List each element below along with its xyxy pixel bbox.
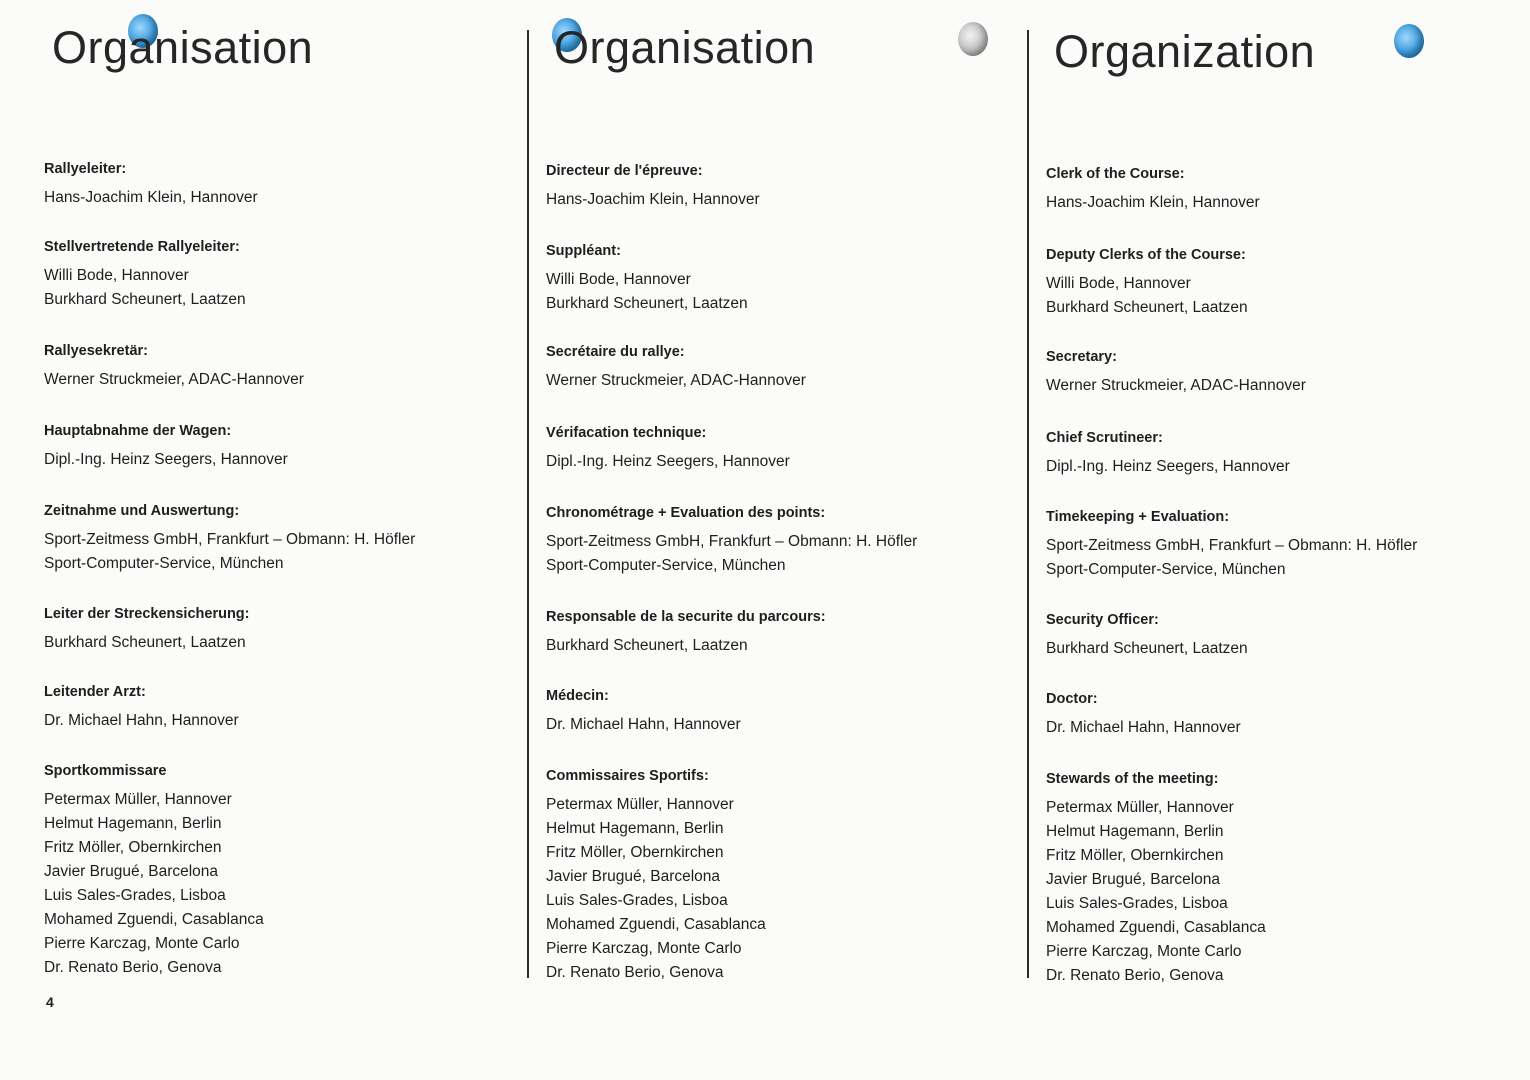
- person-line: Werner Struckmeier, ADAC-Hannover: [44, 371, 304, 388]
- section-label: Directeur de l'épreuve:: [546, 163, 703, 179]
- section-deputy: [546, 240, 1016, 316]
- column-german: [44, 0, 514, 1000]
- person-line: Sport-Computer-Service, München: [44, 555, 284, 572]
- section-label: Sportkommissare: [44, 763, 167, 779]
- section-label: Chronométrage + Evaluation des points:: [546, 505, 826, 521]
- person-line: Dr. Michael Hahn, Hannover: [1046, 719, 1241, 736]
- section-label: Secrétaire du rallye:: [546, 344, 685, 360]
- person-line: Javier Brugué, Barcelona: [546, 868, 721, 885]
- section-label: Security Officer:: [1046, 612, 1159, 628]
- person-line: Dr. Renato Berio, Genova: [1046, 967, 1224, 984]
- person-line: Werner Struckmeier, ADAC-Hannover: [1046, 377, 1306, 394]
- section-label: Leiter der Streckensicherung:: [44, 606, 250, 622]
- person-line: Dipl.-Ing. Heinz Seegers, Hannover: [44, 451, 288, 468]
- person-line: Sport-Zeitmess GmbH, Frankfurt – Obmann: H. Höfler: [1046, 537, 1418, 554]
- person-line: Dr. Renato Berio, Genova: [546, 964, 724, 981]
- section-scrutineer: [1046, 427, 1516, 479]
- person-line: Hans-Joachim Klein, Hannover: [546, 191, 760, 208]
- section-deputy: [1046, 244, 1516, 320]
- person-line: Mohamed Zguendi, Casablanca: [1046, 919, 1266, 936]
- person-line: Petermax Müller, Hannover: [1046, 799, 1234, 816]
- section-label: Rallyeleiter:: [44, 161, 127, 177]
- section-security: [546, 606, 1016, 658]
- section-label: Stewards of the meeting:: [1046, 771, 1219, 787]
- person-line: Pierre Karczag, Monte Carlo: [546, 940, 742, 957]
- person-line: Pierre Karczag, Monte Carlo: [44, 935, 240, 952]
- page-title: Organisation: [52, 22, 314, 73]
- person-line: Burkhard Scheunert, Laatzen: [44, 291, 246, 308]
- person-line: Javier Brugué, Barcelona: [1046, 871, 1221, 888]
- person-line: Fritz Möller, Obernkirchen: [546, 844, 724, 861]
- section-scrutineer: [44, 420, 514, 472]
- person-line: Sport-Zeitmess GmbH, Frankfurt – Obmann: H. Höfler: [546, 533, 918, 550]
- person-line: Helmut Hagemann, Berlin: [44, 815, 222, 832]
- section-timekeeping: [44, 500, 514, 576]
- section-deputy: [44, 236, 514, 312]
- person-line: Petermax Müller, Hannover: [546, 796, 734, 813]
- person-line: Javier Brugué, Barcelona: [44, 863, 219, 880]
- section-label: Vérifacation technique:: [546, 425, 707, 441]
- person-line: Hans-Joachim Klein, Hannover: [44, 189, 258, 206]
- section-stewards: [1046, 768, 1516, 988]
- page-title: Organisation: [554, 22, 816, 73]
- section-label: Rallyesekretär:: [44, 343, 148, 359]
- person-line: Burkhard Scheunert, Laatzen: [1046, 640, 1248, 657]
- section-label: Stellvertretende Rallyeleiter:: [44, 239, 240, 255]
- section-label: Clerk of the Course:: [1046, 166, 1185, 182]
- person-line: Dipl.-Ing. Heinz Seegers, Hannover: [546, 453, 790, 470]
- person-line: Mohamed Zguendi, Casablanca: [44, 911, 264, 928]
- section-doctor: [546, 685, 1016, 737]
- person-line: Dr. Renato Berio, Genova: [44, 959, 222, 976]
- person-line: Petermax Müller, Hannover: [44, 791, 232, 808]
- person-line: Burkhard Scheunert, Laatzen: [546, 295, 748, 312]
- section-timekeeping: [1046, 506, 1516, 582]
- person-line: Helmut Hagemann, Berlin: [546, 820, 724, 837]
- section-label: Secretary:: [1046, 349, 1117, 365]
- section-stewards: [44, 760, 514, 980]
- section-secretary: [44, 340, 514, 392]
- person-line: Burkhard Scheunert, Laatzen: [546, 637, 748, 654]
- section-timekeeping: [546, 502, 1016, 578]
- section-label: Leitender Arzt:: [44, 684, 146, 700]
- section-scrutineer: [546, 422, 1016, 474]
- section-doctor: [1046, 688, 1516, 740]
- person-line: Dr. Michael Hahn, Hannover: [546, 716, 741, 733]
- person-line: Luis Sales-Grades, Lisboa: [1046, 895, 1228, 912]
- person-line: Fritz Möller, Obernkirchen: [1046, 847, 1224, 864]
- section-security: [1046, 609, 1516, 661]
- section-doctor: [44, 681, 514, 733]
- person-line: Pierre Karczag, Monte Carlo: [1046, 943, 1242, 960]
- column-divider: [527, 30, 529, 978]
- page-title: Organization: [1054, 26, 1316, 77]
- section-stewards: [546, 765, 1016, 985]
- person-line: Willi Bode, Hannover: [44, 267, 189, 284]
- person-line: Fritz Möller, Obernkirchen: [44, 839, 222, 856]
- column-french: [546, 0, 1016, 1000]
- person-line: Sport-Computer-Service, München: [546, 557, 786, 574]
- person-line: Mohamed Zguendi, Casablanca: [546, 916, 766, 933]
- section-label: Deputy Clerks of the Course:: [1046, 247, 1246, 263]
- section-clerk: [1046, 163, 1516, 215]
- section-security: [44, 603, 514, 655]
- section-secretary: [1046, 346, 1516, 398]
- section-label: Suppléant:: [546, 243, 621, 259]
- section-label: Responsable de la securite du parcours:: [546, 609, 826, 625]
- person-line: Helmut Hagemann, Berlin: [1046, 823, 1224, 840]
- person-line: Sport-Zeitmess GmbH, Frankfurt – Obmann: H. Höfler: [44, 531, 416, 548]
- person-line: Werner Struckmeier, ADAC-Hannover: [546, 372, 806, 389]
- section-label: Doctor:: [1046, 691, 1098, 707]
- page-number: 4: [46, 994, 54, 1010]
- section-label: Commissaires Sportifs:: [546, 768, 709, 784]
- section-label: Médecin:: [546, 688, 609, 704]
- person-line: Hans-Joachim Klein, Hannover: [1046, 194, 1260, 211]
- column-divider: [1027, 30, 1029, 978]
- person-line: Burkhard Scheunert, Laatzen: [44, 634, 246, 651]
- person-line: Dipl.-Ing. Heinz Seegers, Hannover: [1046, 458, 1290, 475]
- section-secretary: [546, 341, 1016, 393]
- person-line: Willi Bode, Hannover: [1046, 275, 1191, 292]
- person-line: Willi Bode, Hannover: [546, 271, 691, 288]
- person-line: Sport-Computer-Service, München: [1046, 561, 1286, 578]
- person-line: Burkhard Scheunert, Laatzen: [1046, 299, 1248, 316]
- section-clerk: [546, 160, 1016, 212]
- column-english: [1046, 0, 1516, 1000]
- section-label: Timekeeping + Evaluation:: [1046, 509, 1230, 525]
- person-line: Luis Sales-Grades, Lisboa: [44, 887, 226, 904]
- person-line: Luis Sales-Grades, Lisboa: [546, 892, 728, 909]
- section-clerk: [44, 158, 514, 210]
- person-line: Dr. Michael Hahn, Hannover: [44, 712, 239, 729]
- section-label: Zeitnahme und Auswertung:: [44, 503, 240, 519]
- section-label: Chief Scrutineer:: [1046, 430, 1163, 446]
- section-label: Hauptabnahme der Wagen:: [44, 423, 232, 439]
